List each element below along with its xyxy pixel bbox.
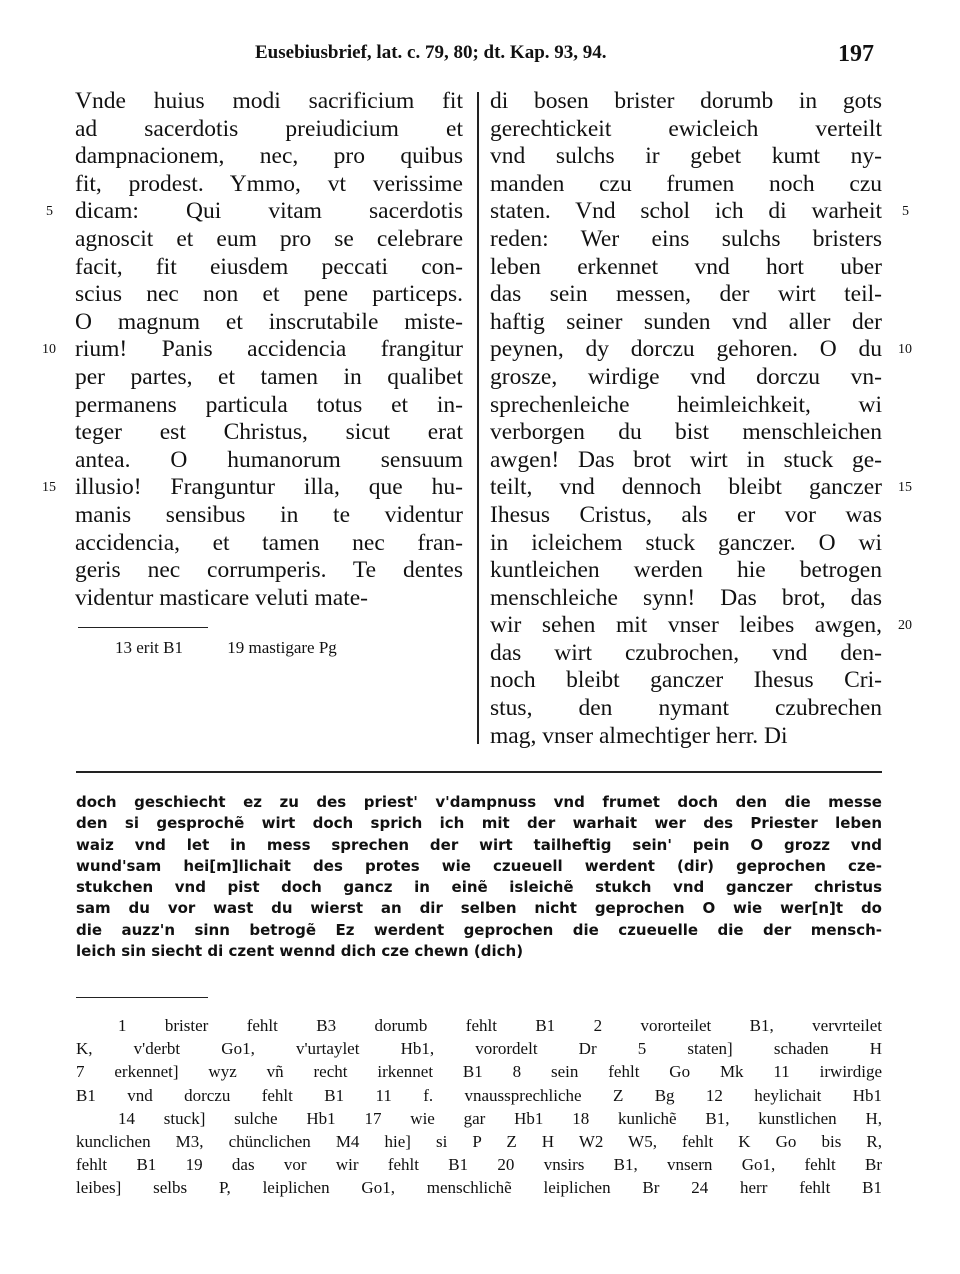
text-line: fit, prodest. Ymmo, vt verissime <box>75 170 463 197</box>
variant-line: den si gesprochẽ wirt doch sprich ich mit der warhait wer des Priester leben <box>76 814 882 833</box>
text-line: scius nec non et pene particeps. <box>75 281 463 308</box>
text-line: reden: Wer eins sulchs bristers <box>490 225 882 252</box>
text-line: noch bleibt ganczer Ihesus Cri- <box>490 667 882 694</box>
text-line: vnd sulchs ir gebet kumt ny- <box>490 143 882 170</box>
text-line: dampnacionem, nec, pro quibus <box>75 143 463 170</box>
text-line: Ihesus Cristus, als er vor was <box>490 501 882 528</box>
variant-line: leich sin siecht di czent wennd dich cze chewn (dich) <box>76 942 524 961</box>
latin-notes <box>115 638 377 658</box>
text-line: peynen, dy dorczu gehoren. O du <box>490 336 882 363</box>
variant-line: sam du vor wast du wierst an dir selben nicht geprochen O wie wer[n]t do <box>76 899 882 918</box>
text-line: antea. O humanorum sensuum <box>75 446 463 473</box>
text-line: awgen! Das brot wirt in stuck ge- <box>490 446 882 473</box>
text-line: staten. Vnd schol ich di warheit <box>490 198 882 225</box>
variant-line: doch geschiecht ez zu des priest' v'dampnuss vnd frumet doch den die messe <box>76 793 882 811</box>
header-title: Eusebiusbrief, lat. c. 79, 80; dt. Kap. 93, 94. <box>255 42 607 63</box>
text-line: permanens particula totus et in- <box>75 391 463 418</box>
text-line: facit, fit eiusdem peccati con- <box>75 253 463 280</box>
text-line: teilt, vnd dennoch bleibt ganczer <box>490 474 882 501</box>
text-line: manden czu frumen noch czu <box>490 170 882 197</box>
text-line: gerechtickeit ewicleich verteilt <box>490 115 882 142</box>
line-number: 15 <box>898 480 912 496</box>
line-number: 15 <box>42 480 56 496</box>
latin-notes-separator <box>78 627 208 628</box>
variant-line: stukchen vnd pist doch gancz in einẽ isleichẽ stukch vnd ganczer christus <box>76 878 882 897</box>
text-line: manis sensibus in te videntur <box>75 501 463 528</box>
apparatus-line: 1 brister fehlt B3 dorumb fehlt B1 2 vororteilet B1, vervrteilet <box>118 1016 882 1035</box>
line-number: 10 <box>898 342 912 358</box>
text-line: menschleiche synn! Das brot, das <box>490 584 882 611</box>
text-line: das wirt czubrochen, vnd den- <box>490 639 882 666</box>
text-line: dicam: Qui vitam sacerdotis <box>75 198 463 225</box>
latin-column <box>75 88 463 612</box>
text-line: leben erkennet vnd hort uber <box>490 253 882 280</box>
latin-note: 13 erit B1 <box>115 638 183 657</box>
text-line: geris nec corrumperis. Te dentes <box>75 557 463 584</box>
german-column <box>490 88 882 750</box>
apparatus-line: leibes] selbs P, leiplichen Go1, menschlichẽ leiplichen Br 24 herr fehlt B1 <box>76 1178 882 1198</box>
section-rule <box>76 771 882 773</box>
text-line: videntur masticare veluti mate- <box>75 584 368 611</box>
latin-note: 19 mastigare Pg <box>227 638 337 657</box>
text-line: di bosen brister dorumb in gots <box>490 88 882 114</box>
text-line: mag, vnser almechtiger herr. Di <box>490 722 788 749</box>
apparatus-line: 7 erkennet] wyz vñ recht irkennet B1 8 sein fehlt Go Mk 11 irwirdige <box>76 1062 882 1082</box>
text-line: grosze, wirdige vnd dorczu vn- <box>490 363 882 390</box>
text-line: accidencia, et tamen nec fran- <box>75 529 463 556</box>
text-line: in icleichem stuck ganczer. O wi <box>490 529 882 556</box>
apparatus-line: kunclichen M3, chünclichen M4 hie] si P Z H W2 W5, fehlt K Go bis R, <box>76 1131 882 1151</box>
line-number: 5 <box>902 204 909 220</box>
apparatus-line: 14 stuck] sulche Hb1 17 wie gar Hb1 18 kunlichẽ B1, kunstlichen H, <box>118 1108 882 1128</box>
apparatus-separator <box>76 997 208 998</box>
line-number: 5 <box>46 204 53 220</box>
text-line: Vnde huius modi sacrificium fit <box>75 88 463 114</box>
text-line: ad sacerdotis preiudicium et <box>75 115 463 142</box>
column-divider <box>477 92 479 744</box>
text-line: illusio! Franguntur illa, que hu- <box>75 474 463 501</box>
variant-line: die auzz'n sinn betrogẽ Ez werdent geprochen die czueuelle die der mensch- <box>76 920 882 939</box>
text-line: das sein messen, der wirt teil- <box>490 281 882 308</box>
page-number: 197 <box>838 41 874 67</box>
text-line: wir sehen mit vnser leibes awgen, <box>490 612 882 639</box>
text-line: sprechenleiche heimleichkeit, wi <box>490 391 882 418</box>
text-line: kuntleichen werden hie betrogen <box>490 557 882 584</box>
variant-line: wund'sam hei[m]lichait des protes wie czueuell werdent (dir) geprochen cze- <box>76 856 882 875</box>
line-number: 10 <box>42 342 56 358</box>
text-line: O magnum et inscrutabile miste- <box>75 308 463 335</box>
manuscript-variant <box>76 792 882 962</box>
text-line: verborgen du bist menschleichen <box>490 419 882 446</box>
text-line: stus, den nymant czubrechen <box>490 695 882 722</box>
text-line: rium! Panis accidencia frangitur <box>75 336 463 363</box>
apparatus-line: K, v'derbt Go1, v'urtaylet Hb1, vorordelt Dr 5 staten] schaden H <box>76 1039 882 1059</box>
text-line: haftig seiner sunden vnd aller der <box>490 308 882 335</box>
apparatus-line: fehlt B1 19 das vor wir fehlt B1 20 vnsirs B1, vnsern Go1, fehlt Br <box>76 1155 882 1175</box>
text-line: teger est Christus, sicut erat <box>75 419 463 446</box>
text-line: per partes, et tamen in qualibet <box>75 363 463 390</box>
apparatus-line: B1 vnd dorczu fehlt B1 11 f. vnaussprechliche Z Bg 12 heylichait Hb1 <box>76 1085 882 1105</box>
line-number: 20 <box>898 618 912 634</box>
variant-line: waiz vnd let in mess sprechen der wirt tailheftig sein' pein O grozz vnd <box>76 835 882 854</box>
critical-apparatus <box>76 1014 882 1200</box>
text-line: agnoscit et eum pro se celebrare <box>75 225 463 252</box>
